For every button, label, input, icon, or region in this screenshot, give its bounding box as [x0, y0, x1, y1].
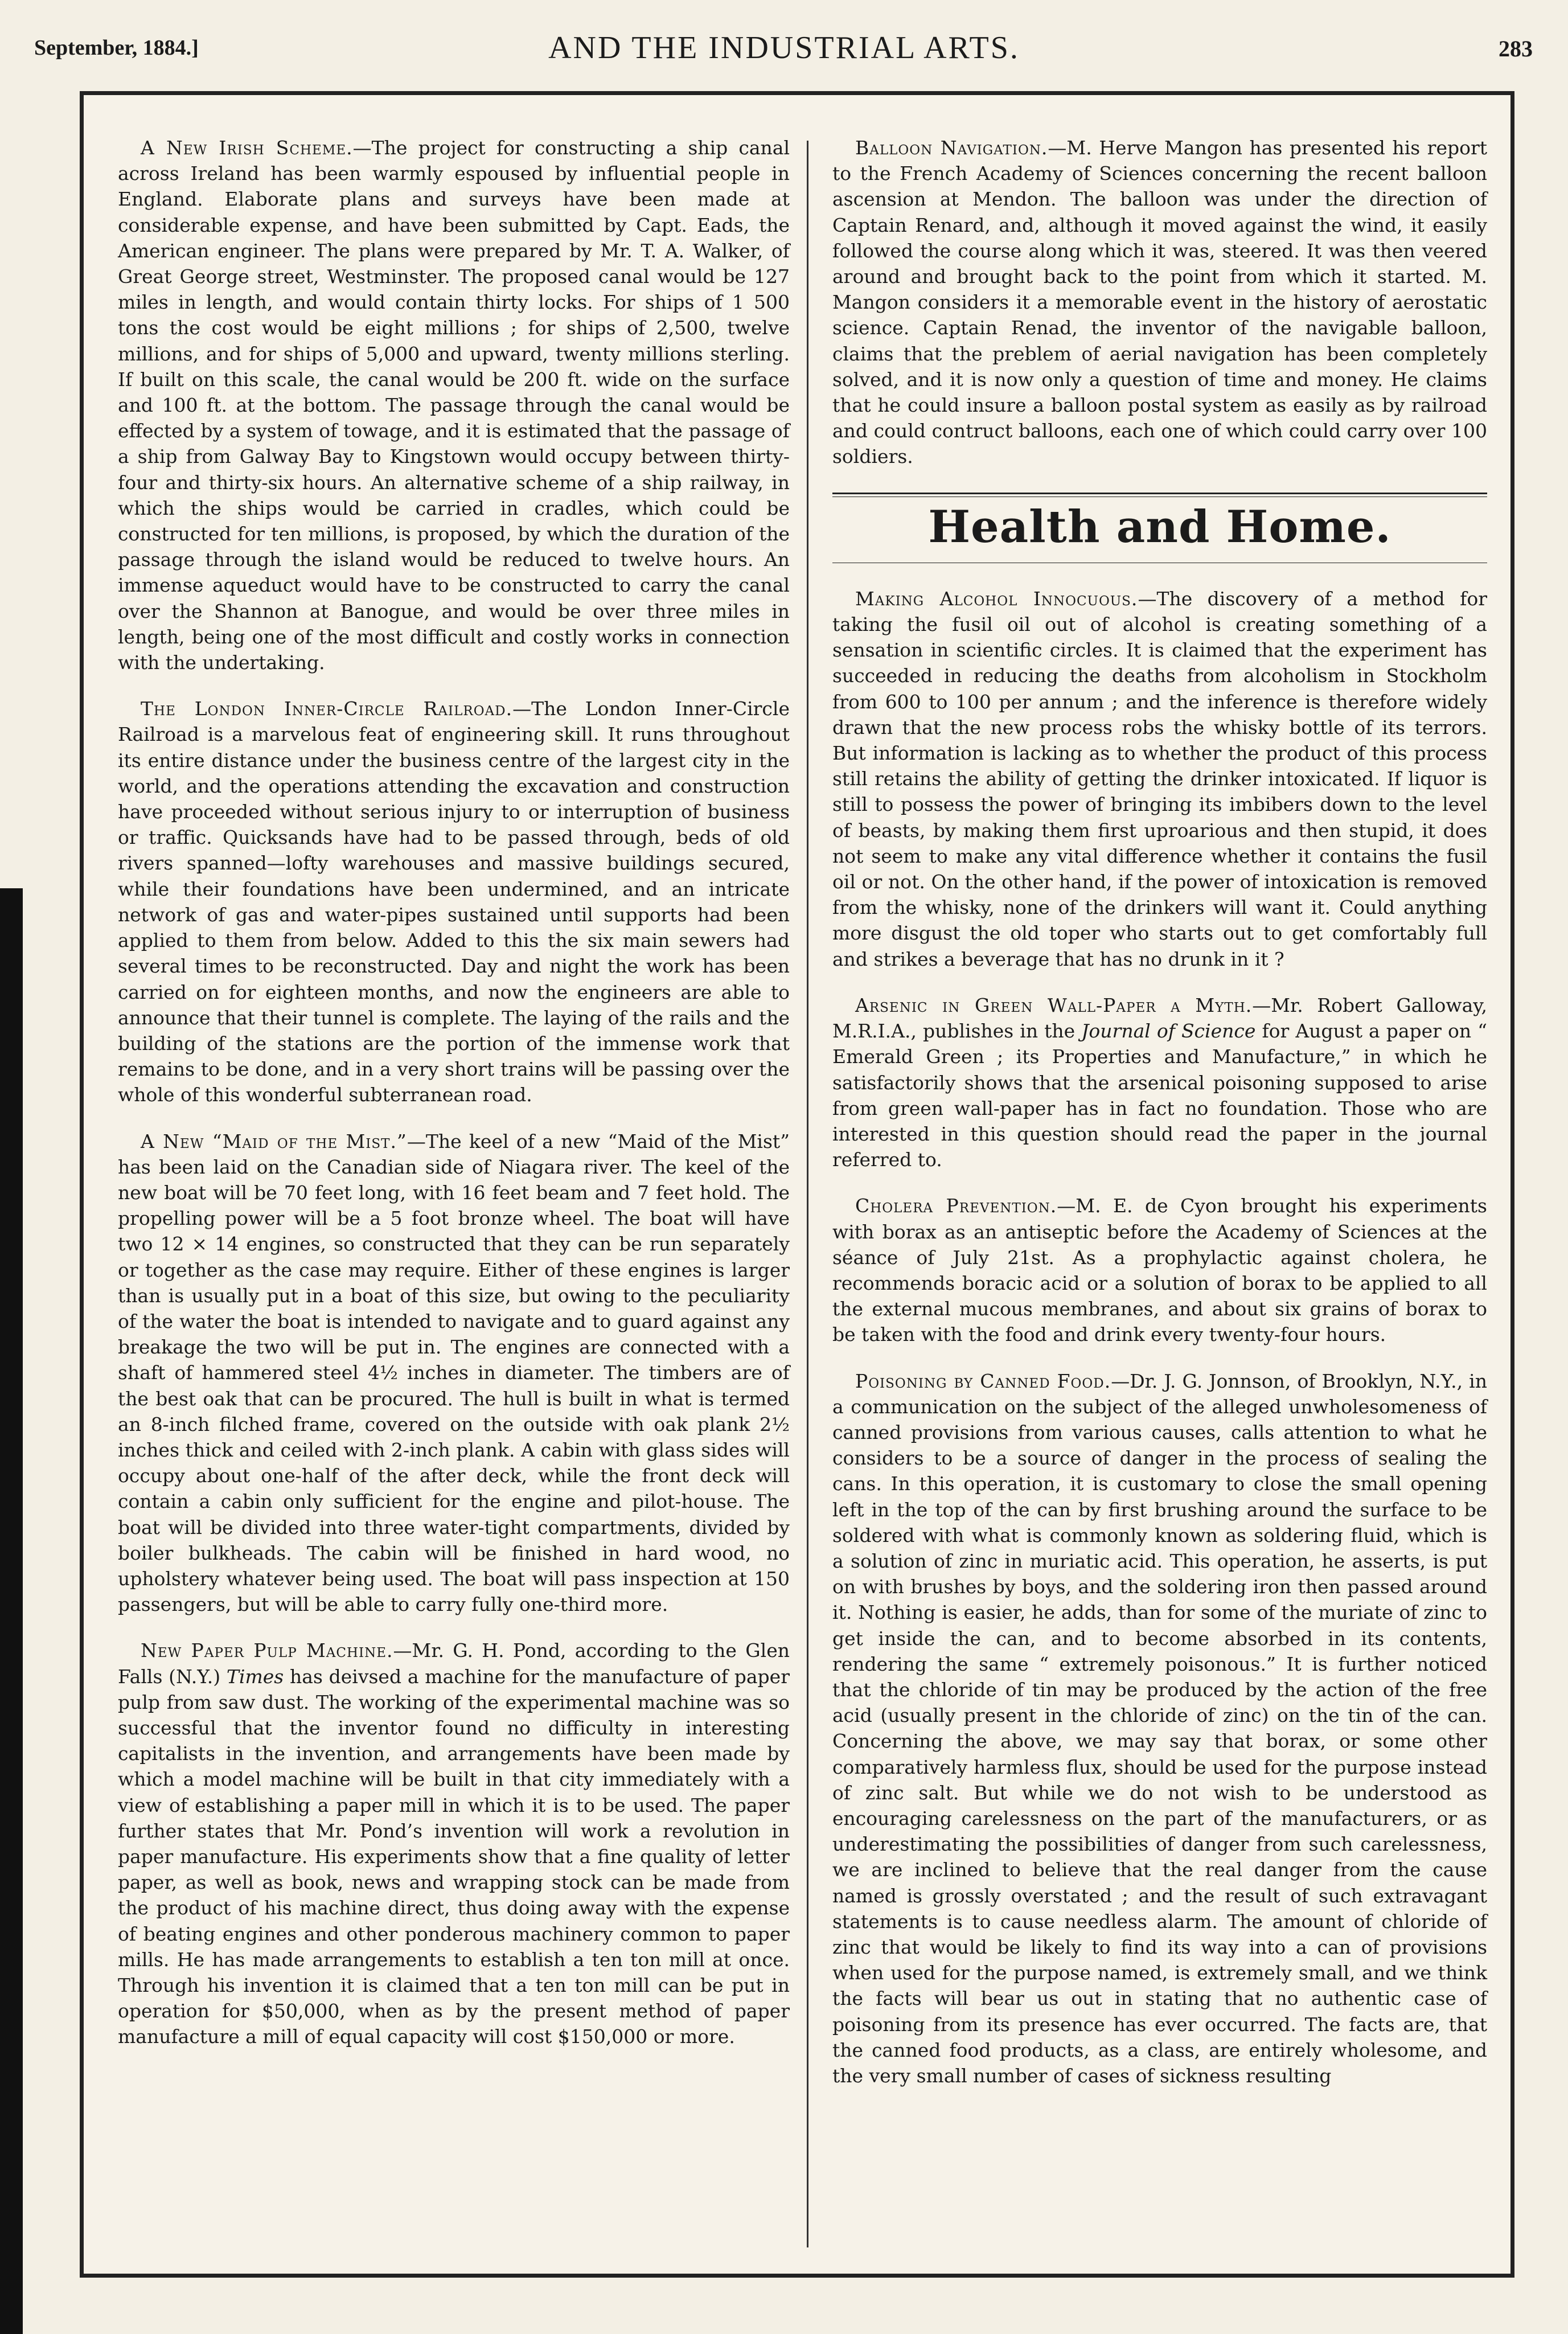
journal-name: Journal of Science [1081, 1020, 1256, 1043]
article-canned-food [832, 1368, 1487, 2089]
article-body: —The keel of a new “Maid of the Mist” has been laid on the Canadian side of Niagara river. The keel of the new boat will be 70 feet long, with 16 feet beam and 7 feet hold. The propelling power will be a 5 foot bronze wheel. The boat will have two 12 × 14 engines, so constructed that they can be run separately or together as the case may require. Either of these engines is larger than is usually put in a boat of this size, but owing to the peculiarity of the water the boat is intended to navigate and to guard against any breakage the two will be put in. The engines are connected with a shaft of hammered steel 4½ inches in diameter. The timbers are of the best oak that can be procured. The hull is built in what is termed an 8-inch filched frame, covered on the outside with oak plank 2½ inches thick and ceiled with 2-inch plank. A cabin with glass sides will occupy about one-half of the after deck, while the front deck will contain a cabin only sufficient for the engine and pilot-house. The boat will be divided into three water-tight compartments, divided by boiler bulkheads. The cabin will be finished in hard wood, no upholstery whatever being used. The boat will pass inspection at 150 passengers, but will be able to carry fully one-third more. [118, 1130, 790, 1616]
page-frame [80, 91, 1514, 2278]
page-number: 283 [1499, 36, 1533, 61]
article-london-railroad [118, 696, 790, 1107]
running-header [0, 0, 1568, 85]
header-date: September, 1884.] [34, 36, 199, 60]
article-arsenic-wallpaper [832, 992, 1487, 1172]
article-body: —M. E. de Cyon brought his experiments with borax as an antiseptic before the Academy of Sciences at the séance of July 21st. As a prophylactic against cholera, he recommends boracic acid or a solution of borax to be applied to all the external mucous membranes, and about six grains of borax to be taken with the food and drink every twenty-four hours. [832, 1195, 1487, 1346]
article-heading: Making Alcohol Innocuous. [855, 587, 1138, 610]
section-divider-top [832, 493, 1487, 497]
article-body-continued: for August a paper on “ Emerald Green ; its Properties and Manufacture,” in which he satisfactorily shows that the arsenical poisoning supposed to arise from green wall-paper has in fact no foundation. Those who are interested in this question should read the paper in the journal referred to. [832, 1020, 1488, 1171]
article-body: —Mr. Robert Galloway, M.R.I.A., publishes in the [832, 994, 1488, 1043]
article-alcohol-innocuous [832, 586, 1487, 972]
article-heading: A New Irish Scheme. [141, 137, 353, 159]
article-body: —Dr. J. G. Jonnson, of Brooklyn, N.Y., in a communication on the subject of the alleged unwholesomeness of canned provisions from various causes, calls attention to what he considers to be a source of danger in the process of sealing the cans. In this operation, it is customary to close the small opening left in the top of the can by first brushing around the surface to be soldered with what is commonly known as soldering fluid, which is a solution of zinc in muriatic acid. This operation, he asserts, is put on with brushes by boys, and the soldering iron then passed around it. Nothing is easier, he adds, than for some of the muriate of zinc to get inside the can, and to become absorbed in its contents, rendering the same “ extremely poisonous.” It is further noticed that the chloride of tin may be produced by the action of the free acid (usually present in the chloride of zinc) on the tin of the can. Concerning the above, we may say that borax, or some other comparatively harmless flux, should be used for the purpose instead of zinc salt. But while we do not wish to be understood as encouraging carelessness on the part of the manufacturers, or as underestimating the possibilities of danger from such carelessness, we are inclined to believe that the real danger from the cause named is grossly overstated ; and the result of such extravagant statements is to cause needless alarm. The amount of chloride of zinc that would be likely to find its way into a can of provisions when used for the purpose named, is extremely small, and we think the facts will bear us out in stating that no authentic case of poisoning from its presence has ever occurred. The facts are, that the canned food products, as a class, are entirely wholesome, and the very small number of cases of sickness resulting [832, 1369, 1487, 2087]
article-body: —Mr. G. H. Pond, according to the Glen Falls (N.Y.) [118, 1639, 790, 1688]
article-body: —M. Herve Mangon has presented his report to the French Academy of Sciences concerning the recent balloon ascension at Mendon. The balloon was under the direction of Captain Renard, and, although it moved against the wind, it easily followed the course along which it was, steered. It was then veered around and brought back to the point from which it started. M. Mangon considers it a memorable event in the history of aerostatic science. Captain Renad, the inventor of the navigable balloon, claims that the preblem of aerial navigation has been completely solved, and it is now only a question of time and money. He claims that he could insure a balloon postal system as easily as by railroad and could contruct balloons, each one of which could carry over 100 soldiers. [832, 137, 1488, 468]
article-body: —The discovery of a method for taking the fusil oil out of alcohol is creating something of a sensation in scientific circles. It is claimed that the experiment has succeeded in reducing the deaths from alcoholism in Stockholm from 600 to 100 per annum ; and the inference is therefore widely drawn that the new process robs the whisky bottle of its terrors. But information is lacking as to whether the product of this process still retains the ability of getting the drinker intoxicated. If liquor is still to possess the power of bringing its imbibers down to the level of beasts, by making them first uproarious and then stupid, it does not seem to make any vital difference whether it contains the fusil oil or not. On the other hand, if the power of intoxication is removed from the whisky, none of the drinkers will want it. Could anything more disgust the old toper who starts out to get comfortably full and strikes a beverage that has no drunk in it ? [832, 587, 1487, 970]
article-body-continued: has deivsed a machine for the manufacture of paper pulp from saw dust. The working of the experimental machine was so successful that the inventor found no difficulty in interesting capitalists in the invention, and arrangements have been made by which a model machine will be built in that city immediately with a view of establishing a paper mill in which it is to be used. The paper further states that Mr. Pond’s invention will work a revolution in paper manufacture. His experiments show that a fine quality of letter paper, as well as book, news and wrapping stock can be made from the product of his machine direct, thus doing away with the expense of beating engines and other ponderous machinery common to paper mills. He has made arrangements to establish a ten ton mill at once. Through his invention it is claimed that a ten ton mill can be put in operation for $50,000, when as by the present method of paper manufacture a mill of equal capacity will cost $150,000 or more. [118, 1665, 790, 2048]
article-cholera-prevention [832, 1193, 1487, 1347]
article-heading: Balloon Navigation. [855, 137, 1048, 159]
article-balloon-navigation [832, 135, 1487, 470]
article-heading: Cholera Prevention. [855, 1195, 1057, 1217]
newspaper-name: Times [226, 1665, 284, 1688]
article-maid-of-the-mist [118, 1129, 790, 1618]
right-column [832, 135, 1487, 2109]
left-column [118, 135, 790, 2070]
section-title: Health and Home. [928, 501, 1392, 553]
header-title: AND THE INDUSTRIAL ARTS. [548, 30, 1020, 65]
article-heading: A New “Maid of the Mist.” [141, 1130, 407, 1152]
article-heading: The London Inner-Circle Railroad. [141, 698, 513, 720]
article-body: —The project for constructing a ship canal across Ireland has been warmly espoused by influential people in England. Elaborate plans and surveys have been made at considerable expense, and have been submitted by Capt. Eads, the American engineer. The plans were prepared by Mr. T. A. Walker, of Great George street, Westminster. The proposed canal would be 127 miles in length, and would contain thirty locks. For ships of 1 500 tons the cost would be eight millions ; for ships of 2,500, twelve millions, and for ships of 5,000 and upward, twenty millions sterling. If built on this scale, the canal would be 200 ft. wide on the surface and 100 ft. at the bottom. The passage through the canal would be effected by a system of towage, and it is estimated that the passage of a ship from Galway Bay to Kingstown would occupy between thirty-four and thirty-six hours. An alternative scheme of a ship railway, in which the ships would be carried in cradles, which could be constructed for ten millions, is proposed, by which the duration of the passage through the island would be reduced to twelve hours. An immense aqueduct would have to be constructed to carry the canal over the Shannon at Banogue, and would be over three miles in length, being one of the most difficult and costly works in connection with the undertaking. [118, 137, 790, 674]
column-divider [807, 141, 808, 2247]
article-heading: Poisoning by Canned Food. [855, 1369, 1111, 1392]
article-heading: New Paper Pulp Machine. [141, 1639, 393, 1662]
binding-edge-shadow [0, 888, 23, 2334]
article-irish-scheme [118, 135, 790, 675]
article-paper-pulp-machine [118, 1638, 790, 2049]
article-heading: Arsenic in Green Wall-Paper a Myth. [855, 994, 1253, 1016]
article-body: —The London Inner-Circle Railroad is a marvelous feat of engineering skill. It runs throughout its entire distance under the business centre of the largest city in the world, and the operations attending the excavation and construction have proceeded without serious injury to or interruption of business or traffic. Quicksands have had to be passed through, beds of old rivers spanned—lofty warehouses and massive buildings secured, while their foundations have been undermined, and an intricate network of gas and water-pipes sustained until supports had been applied to them from below. Added to this the six main sewers had several times to be reconstructed. Day and night the work has been carried on for eighteen months, and now the engineers are able to announce that their tunnel is complete. The laying of the rails and the building of the stations are the portion of the immense work that remains to be done, and in a very short trains will be passing over the whole of this wonderful subterranean road. [118, 698, 790, 1106]
